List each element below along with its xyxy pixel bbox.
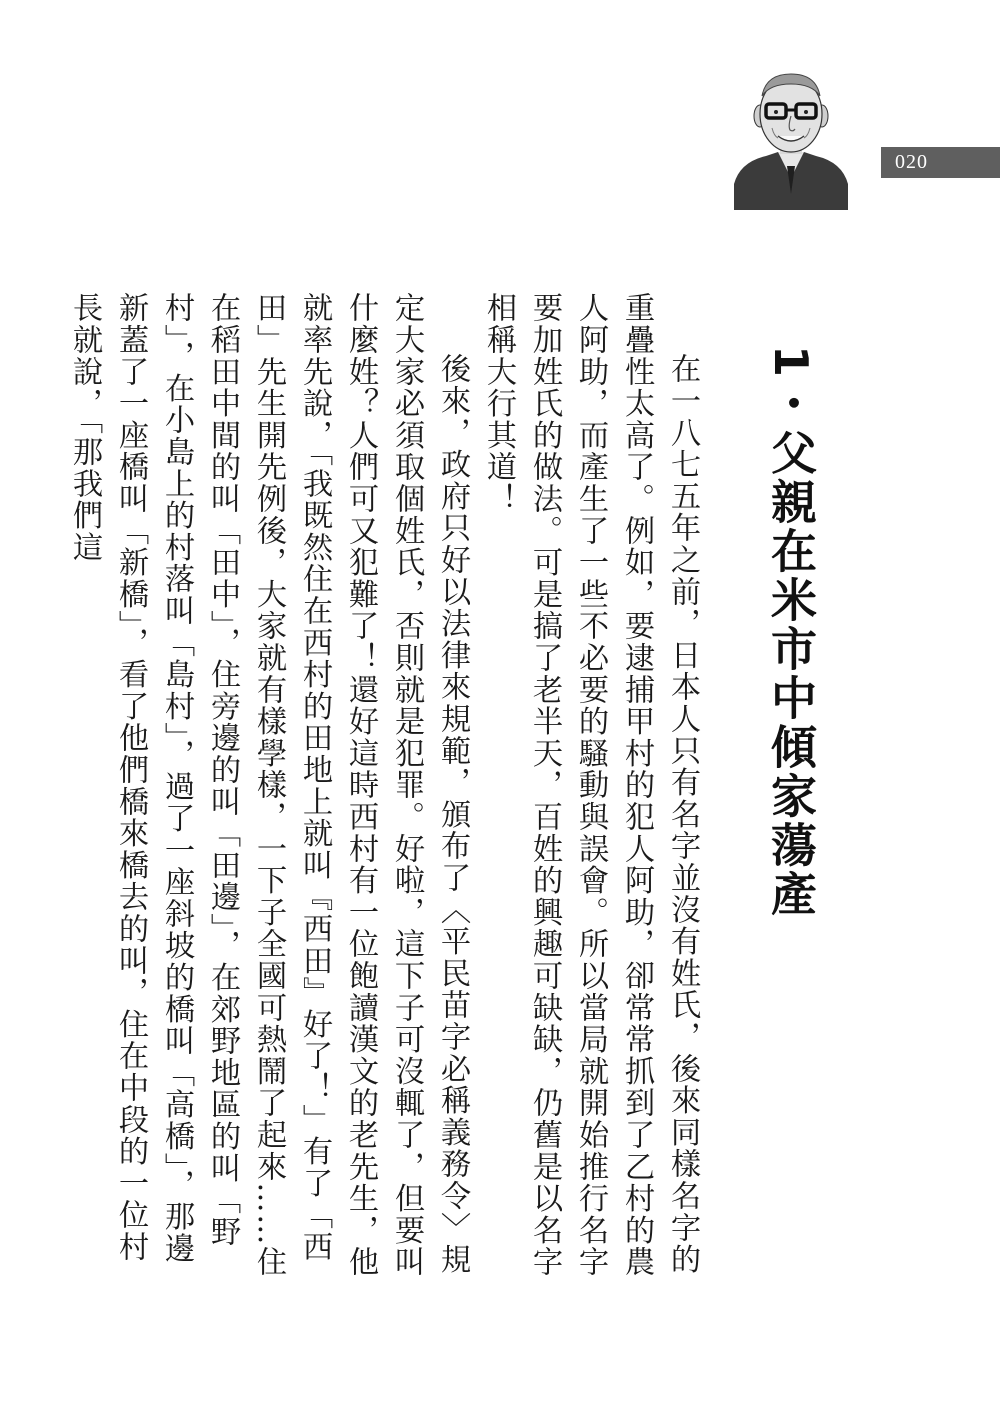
body-text <box>67 292 705 1292</box>
chapter-title: 1・父親在米市中傾家蕩產 <box>764 345 818 920</box>
paragraph-1: 在一八七五年之前，日本人只有名字並沒有姓氏，後來同樣名字的重疊性太高了。例如，要逮捕甲村的犯人阿助，卻常常抓到了乙村的農人阿助，而產生了一些不必要的騷動與誤會。所以當局就開始推行名字要加姓氏的做法。可是搞了老半天，百姓的興趣可缺缺，仍舊是以名字相稱大行其道！ <box>481 292 700 1278</box>
page-number: 020 <box>895 151 928 173</box>
paragraph-2: 後來，政府只好以法律來規範，頒布了〈平民苗字必稱義務令〉規定大家必須取個姓氏，否則就是犯罪。好啦，這下子可沒輒了，但要叫什麼姓？人們可又犯難了！還好這時西村有一位飽讀漢文的老先生，他就率先說，「我既然住在西村的田地上就叫『西田』好了！」有了「西田」先生開先例後，大家就有樣學樣，一下子全國可熱鬧了起來……住在稻田中間的叫「田中」，住旁邊的叫「田邊」，在郊野地區的叫「野村」，在小島上的村落叫「島村」，過了一座斜坡的橋叫「高橋」，那邊新蓋了一座橋叫「新橋」，看了他們橋來橋去的叫，住在中段的一位村長就說，「那我們這 <box>67 292 470 1278</box>
portrait-illustration-icon <box>732 66 850 210</box>
author-portrait <box>732 66 850 210</box>
page-number-bar <box>881 147 1000 178</box>
